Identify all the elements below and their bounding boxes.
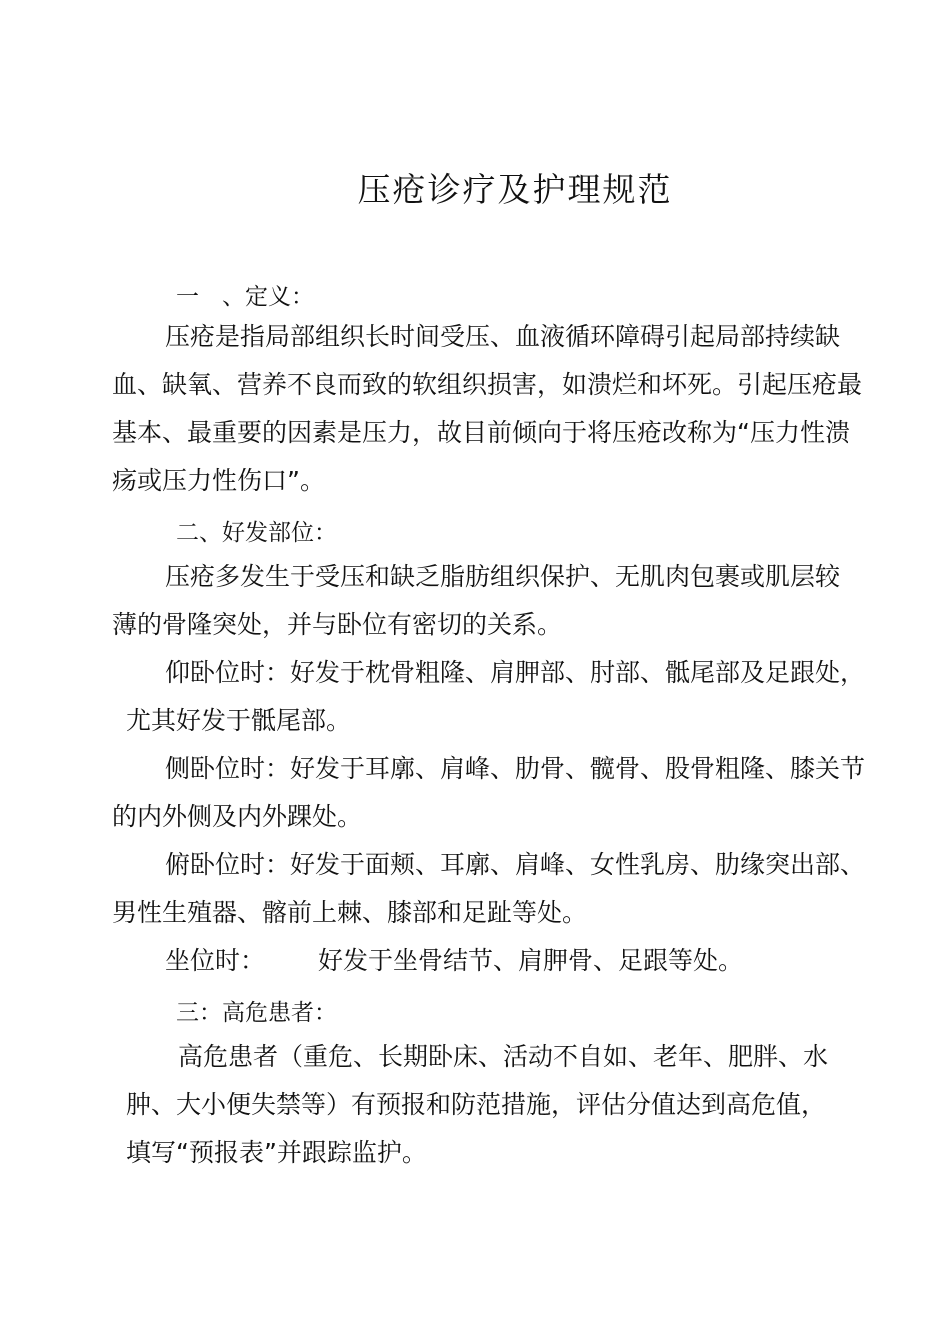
sitting-text: 好发于坐骨结节、肩胛骨、足跟等处。 bbox=[318, 946, 744, 975]
section1-line-4: 疡或压力性伤口”。 bbox=[112, 466, 325, 495]
section2-intro-line-1: 压疮多发生于受压和缺乏脂肪组织保护、无肌肉包裹或肌层较 bbox=[165, 562, 841, 591]
supine-line-2: 尤其好发于骶尾部。 bbox=[126, 706, 352, 735]
section2-heading: 二、好发部位： bbox=[176, 520, 337, 546]
section1-line-1: 压疮是指局部组织长时间受压、血液循环障碍引起局部持续缺 bbox=[165, 322, 841, 351]
section3-heading: 三：高危患者： bbox=[176, 1000, 337, 1026]
lateral-line-1: 侧卧位时：好发于耳廓、肩峰、肋骨、髋骨、股骨粗隆、膝关节 bbox=[165, 754, 866, 783]
section3-line-1: 高危患者（重危、长期卧床、活动不自如、老年、肥胖、水 bbox=[178, 1042, 829, 1071]
section3-line-2: 肿、大小便失禁等）有预报和防范措施，评估分值达到高危值， bbox=[126, 1090, 827, 1119]
supine-line-1: 仰卧位时：好发于枕骨粗隆、肩胛部、肘部、骶尾部及足跟处， bbox=[165, 658, 866, 687]
section1-line-3: 基本、最重要的因素是压力，故目前倾向于将压疮改称为“压力性溃 bbox=[112, 418, 850, 447]
lateral-line-2: 的内外侧及内外踝处。 bbox=[112, 802, 363, 831]
section2-intro-line-2: 薄的骨隆突处，并与卧位有密切的关系。 bbox=[112, 610, 563, 639]
section3-line-3: 填写“预报表”并跟踪监护。 bbox=[126, 1138, 427, 1167]
section1-heading: 一 、定义： bbox=[176, 284, 314, 310]
document-title: 压疮诊疗及护理规范 bbox=[357, 170, 673, 209]
sitting-label: 坐位时： bbox=[165, 946, 266, 975]
section1-line-2: 血、缺氧、营养不良而致的软组织损害，如溃烂和坏死。引起压疮最 bbox=[112, 370, 863, 399]
prone-line-2: 男性生殖器、髂前上棘、膝部和足趾等处。 bbox=[112, 898, 588, 927]
prone-line-1: 俯卧位时：好发于面颊、耳廓、肩峰、女性乳房、肋缘突出部、 bbox=[165, 850, 866, 879]
